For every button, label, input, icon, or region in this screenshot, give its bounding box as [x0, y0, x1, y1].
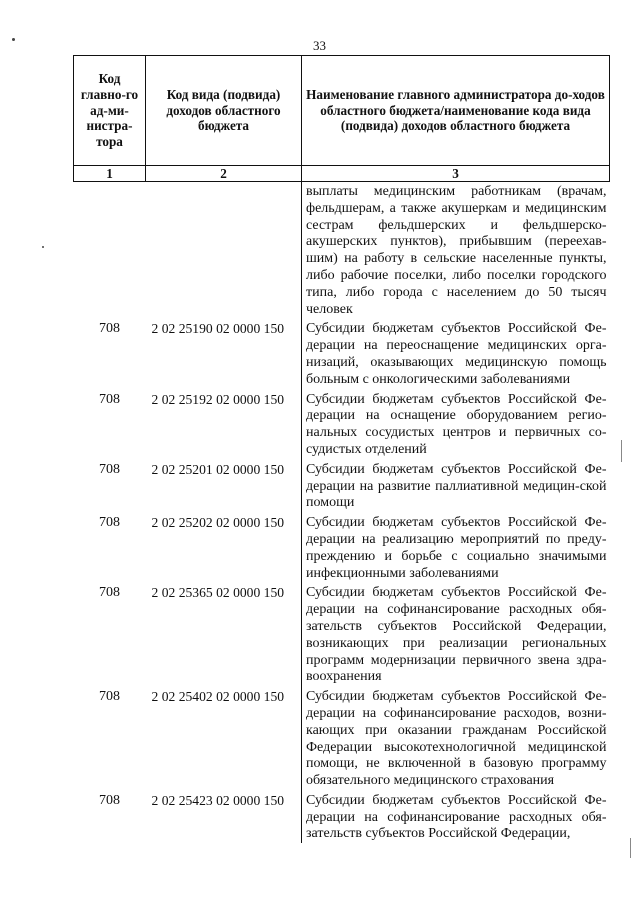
header-kind-code: Код вида (подвида) доходов областного бюджета	[146, 56, 302, 166]
column-number: 1	[74, 166, 146, 182]
scan-edge-mark	[630, 838, 631, 858]
table-row	[74, 389, 610, 459]
table-row	[74, 318, 610, 388]
admin-code-cell: 708	[99, 461, 120, 477]
table-row	[74, 582, 610, 686]
column-number: 3	[302, 166, 610, 182]
admin-code-cell: 708	[99, 689, 120, 705]
kind-code-cell: 2 02 25423 02 0000 150	[151, 792, 285, 808]
scan-dot-mark	[42, 246, 44, 248]
scan-edge-mark	[621, 440, 622, 462]
table-row	[74, 512, 610, 582]
kind-code-cell: 2 02 25402 02 0000 150	[151, 689, 285, 705]
kind-code-cell	[146, 182, 302, 319]
name-cell: выплаты медицинским работникам (врачам, фельдшерам, а также акушеркам и медицинским сестрам фельдшерских и фельдшерско-акушерских пунктов), прибывшим (переехав-шим) на работу в сельские населенные пункты, либо рабочие поселки, либо поселки городского типа, либо города с населением до 50 тысяч человек	[302, 182, 610, 319]
name-cell: Субсидии бюджетам субъектов Российской Фе-дерации на реализацию мероприятий по преду-преждению и борьбе с социально значимыми инфекционными заболеваниями	[302, 512, 610, 582]
admin-code-cell: 708	[99, 321, 120, 337]
column-number: 2	[146, 166, 302, 182]
header-admin-code: Код главно-го ад-ми-нистра-тора	[74, 56, 146, 166]
table-header-row	[74, 56, 610, 166]
table-row	[74, 686, 610, 790]
page-number: 33	[313, 38, 326, 53]
name-cell: Субсидии бюджетам субъектов Российской Фе-дерации на софинансирование расходов, возни-кающих при оказании гражданам Российской Федерации высокотехнологичной медицинской помощи, не включенной в базовую программу обязательного медицинского страхования	[302, 686, 610, 790]
revenue-codes-table	[73, 55, 610, 843]
kind-code-cell: 2 02 25192 02 0000 150	[151, 391, 285, 407]
admin-code-cell: 708	[99, 391, 120, 407]
admin-code-cell: 708	[99, 792, 120, 808]
header-name: Наименование главного администратора до-ходов областного бюджета/наименование кода вида (подвида) доходов областного бюджета	[302, 56, 610, 166]
admin-code-cell: 708	[99, 585, 120, 601]
column-number-row	[74, 166, 610, 182]
name-cell: Субсидии бюджетам субъектов Российской Фе-дерации на развитие паллиативной медицин-ской помощи	[302, 459, 610, 512]
kind-code-cell: 2 02 25365 02 0000 150	[151, 585, 285, 601]
kind-code-cell: 2 02 25202 02 0000 150	[151, 515, 285, 531]
table-row	[74, 790, 610, 843]
table-row	[74, 182, 610, 319]
kind-code-cell: 2 02 25190 02 0000 150	[151, 321, 285, 337]
name-cell: Субсидии бюджетам субъектов Российской Фе-дерации на переоснащение медицинских орга-низаций, оказывающих медицинскую помощь больным с онкологическими заболеваниями	[302, 318, 610, 388]
admin-code-cell: 708	[99, 515, 120, 531]
name-cell: Субсидии бюджетам субъектов Российской Фе-дерации на оснащение оборудованием регио-нальных сосудистых центров и первичных со-судистых отделений	[302, 389, 610, 459]
name-cell: Субсидии бюджетам субъектов Российской Фе-дерации на софинансирование расходных обя-зательств субъектов Российской Федерации,	[302, 790, 610, 843]
kind-code-cell: 2 02 25201 02 0000 150	[151, 461, 285, 477]
admin-code-cell	[74, 182, 146, 319]
scan-dot-mark	[12, 38, 15, 41]
table-row	[74, 459, 610, 512]
name-cell: Субсидии бюджетам субъектов Российской Фе-дерации на софинансирование расходных обя-зательств субъектов Российской Федерации, возникающих при реализации региональных программ модернизации первичного звена здра-воохранения	[302, 582, 610, 686]
